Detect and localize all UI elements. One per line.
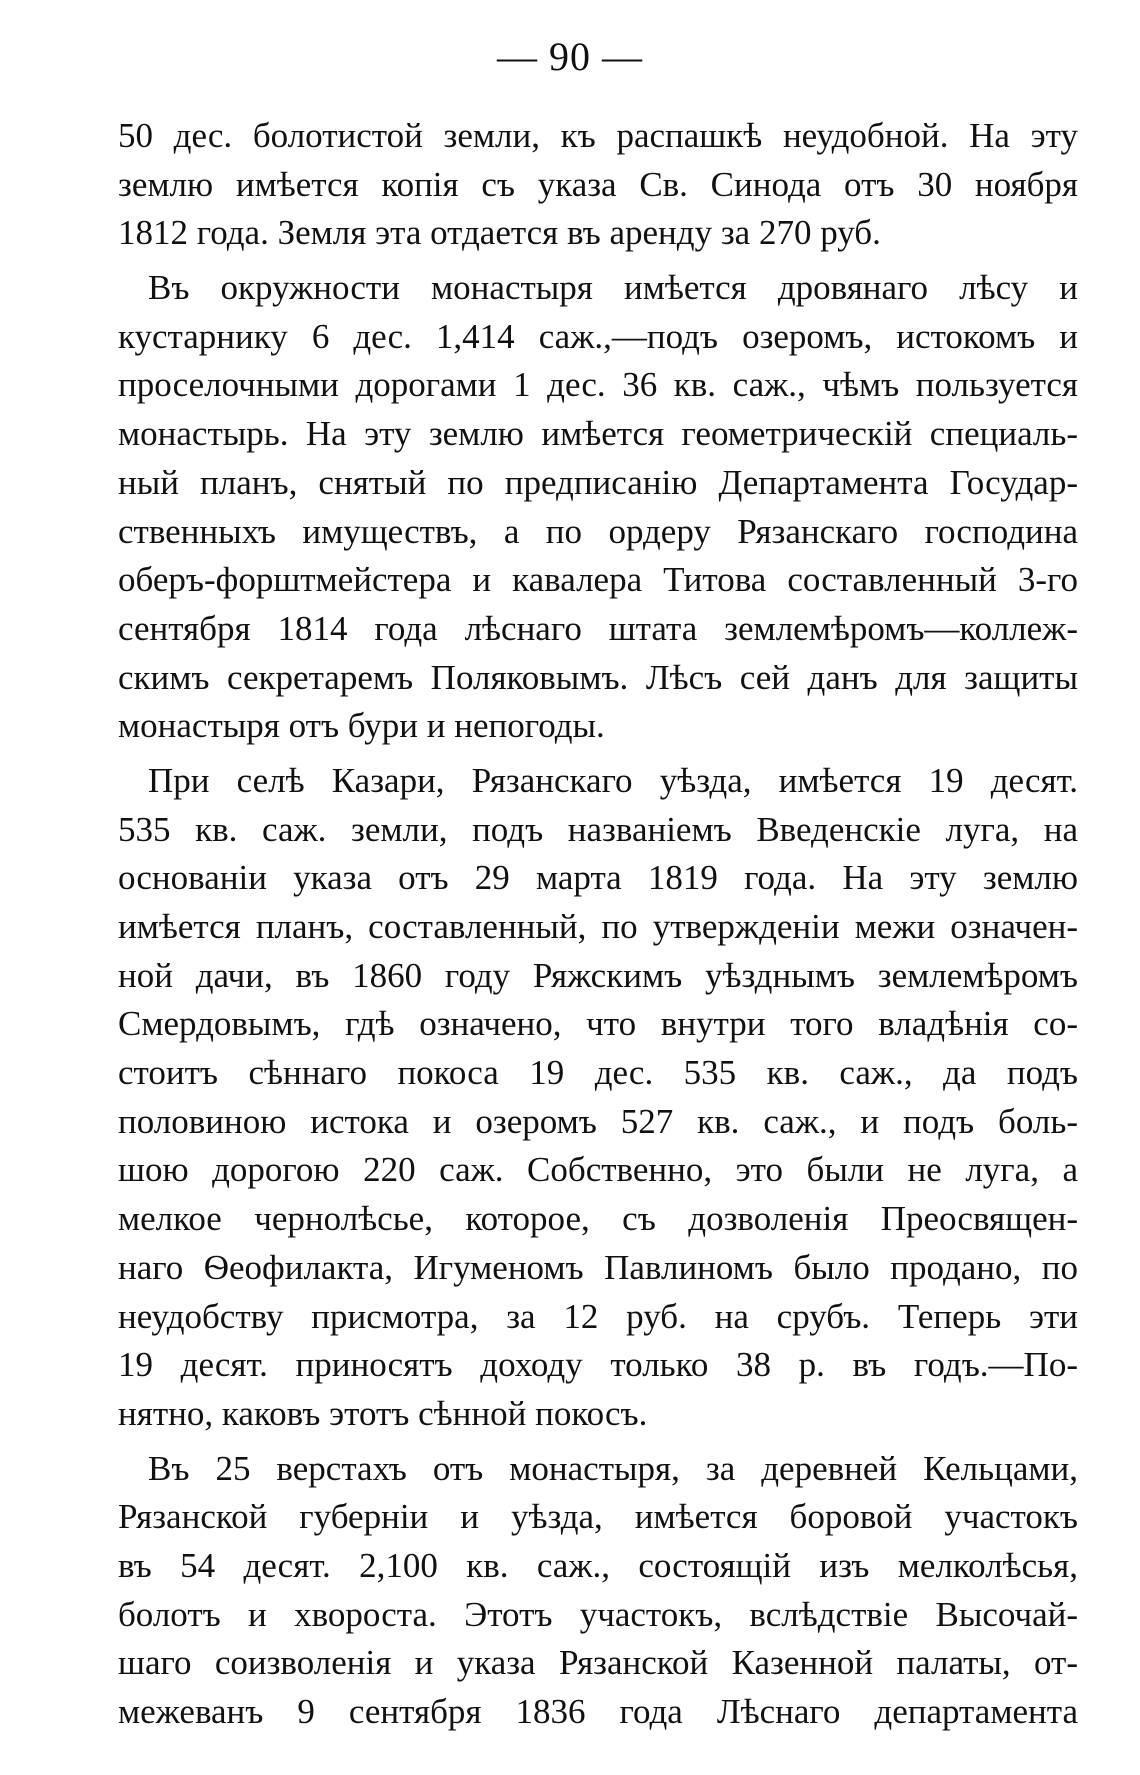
- text-line: имѣется планъ, составленный, по утвержденіи межи означен-: [118, 907, 1078, 946]
- text-line: 535 кв. саж. земли, подъ названіемъ Введенскіе луга, на: [118, 809, 1078, 849]
- text-line: ной дачи, въ 1860 году Ряжскимъ уѣзднымъ землемѣромъ: [118, 955, 1078, 995]
- text-line: болотъ и хвороста. Этотъ участокъ, вслѣдствіе Высочай-: [118, 1594, 1078, 1634]
- text-line: монастыря отъ бури и непогоды.: [118, 706, 605, 746]
- text-line: 50 дес. болотистой земли, къ распашкѣ неудобной. На эту: [118, 116, 1078, 155]
- paragraph: [118, 112, 1078, 258]
- page-number: — 90 —: [497, 34, 643, 79]
- text-line: Въ окружности монастыря имѣется дровянаго лѣсу и: [148, 268, 1078, 308]
- text-line: основаніи указа отъ 29 марта 1819 года. На эту землю: [118, 858, 1078, 898]
- paragraph: [118, 757, 1078, 1439]
- text-line: ственныхъ имуществъ, а по ордеру Рязанскаго господина: [118, 511, 1078, 551]
- text-line: наго Ѳеофилакта, Игуменомъ Павлиномъ было продано, по: [118, 1247, 1078, 1287]
- text-line: шаго соизволенія и указа Рязанской Казенной палаты, от-: [118, 1643, 1078, 1683]
- text-line: въ 54 десят. 2,100 кв. саж., состоящій изъ мелколѣсья,: [118, 1545, 1078, 1585]
- text-line: ный планъ, снятый по предписанію Департамента Государ-: [118, 462, 1078, 502]
- text-line: Рязанской губерніи и уѣзда, имѣется боровой участокъ: [118, 1497, 1078, 1537]
- text-line: скимъ секретаремъ Поляковымъ. Лѣсъ сей данъ для защиты: [118, 657, 1078, 697]
- text-line: землю имѣется копія съ указа Св. Синода отъ 30 ноября: [118, 164, 1078, 204]
- text-line: шою дорогою 220 саж. Собственно, это были не луга, а: [118, 1150, 1078, 1190]
- text-line: проселочными дорогами 1 дес. 36 кв. саж., чѣмъ пользуется: [118, 365, 1078, 405]
- text-line: Смердовымъ, гдѣ означено, что внутри того владѣнія со-: [118, 1004, 1078, 1044]
- text-line: сентября 1814 года лѣснаго штата землемѣромъ—коллеж-: [118, 608, 1078, 648]
- text-line: монастырь. На эту землю имѣется геометрическій специаль-: [118, 414, 1078, 454]
- text-line: мелкое чернолѣсье, которое, съ дозволенія Преосвящен-: [118, 1199, 1078, 1239]
- text-line: 19 десят. приносятъ доходу только 38 р. въ годъ.—По-: [118, 1345, 1078, 1385]
- paragraph: [118, 1445, 1078, 1737]
- text-line: половиною истока и озеромъ 527 кв. саж., и подъ боль-: [118, 1101, 1078, 1141]
- text-line: При селѣ Казари, Рязанскаго уѣзда, имѣется 19 десят.: [148, 760, 1078, 800]
- text-line: Въ 25 верстахъ отъ монастыря, за деревней Кельцами,: [148, 1448, 1078, 1488]
- text-line: 1812 года. Земля эта отдается въ аренду за 270 руб.: [118, 213, 881, 253]
- paragraph: [118, 264, 1078, 751]
- text-line: оберъ-форштмейстера и кавалера Титова составленный 3-го: [118, 560, 1078, 600]
- text-line: кустарнику 6 дес. 1,414 саж.,—подъ озеромъ, истокомъ и: [118, 316, 1078, 356]
- body-text: [118, 112, 1078, 1743]
- text-line: межеванъ 9 сентября 1836 года Лѣснаго департамента: [118, 1692, 1078, 1731]
- text-line: нятно, каковъ этотъ сѣнной покосъ.: [118, 1393, 648, 1433]
- text-line: стоитъ сѣннаго покоса 19 дес. 535 кв. саж., да подъ: [118, 1053, 1078, 1093]
- text-line: неудобству присмотра, за 12 руб. на срубъ. Теперь эти: [118, 1296, 1078, 1336]
